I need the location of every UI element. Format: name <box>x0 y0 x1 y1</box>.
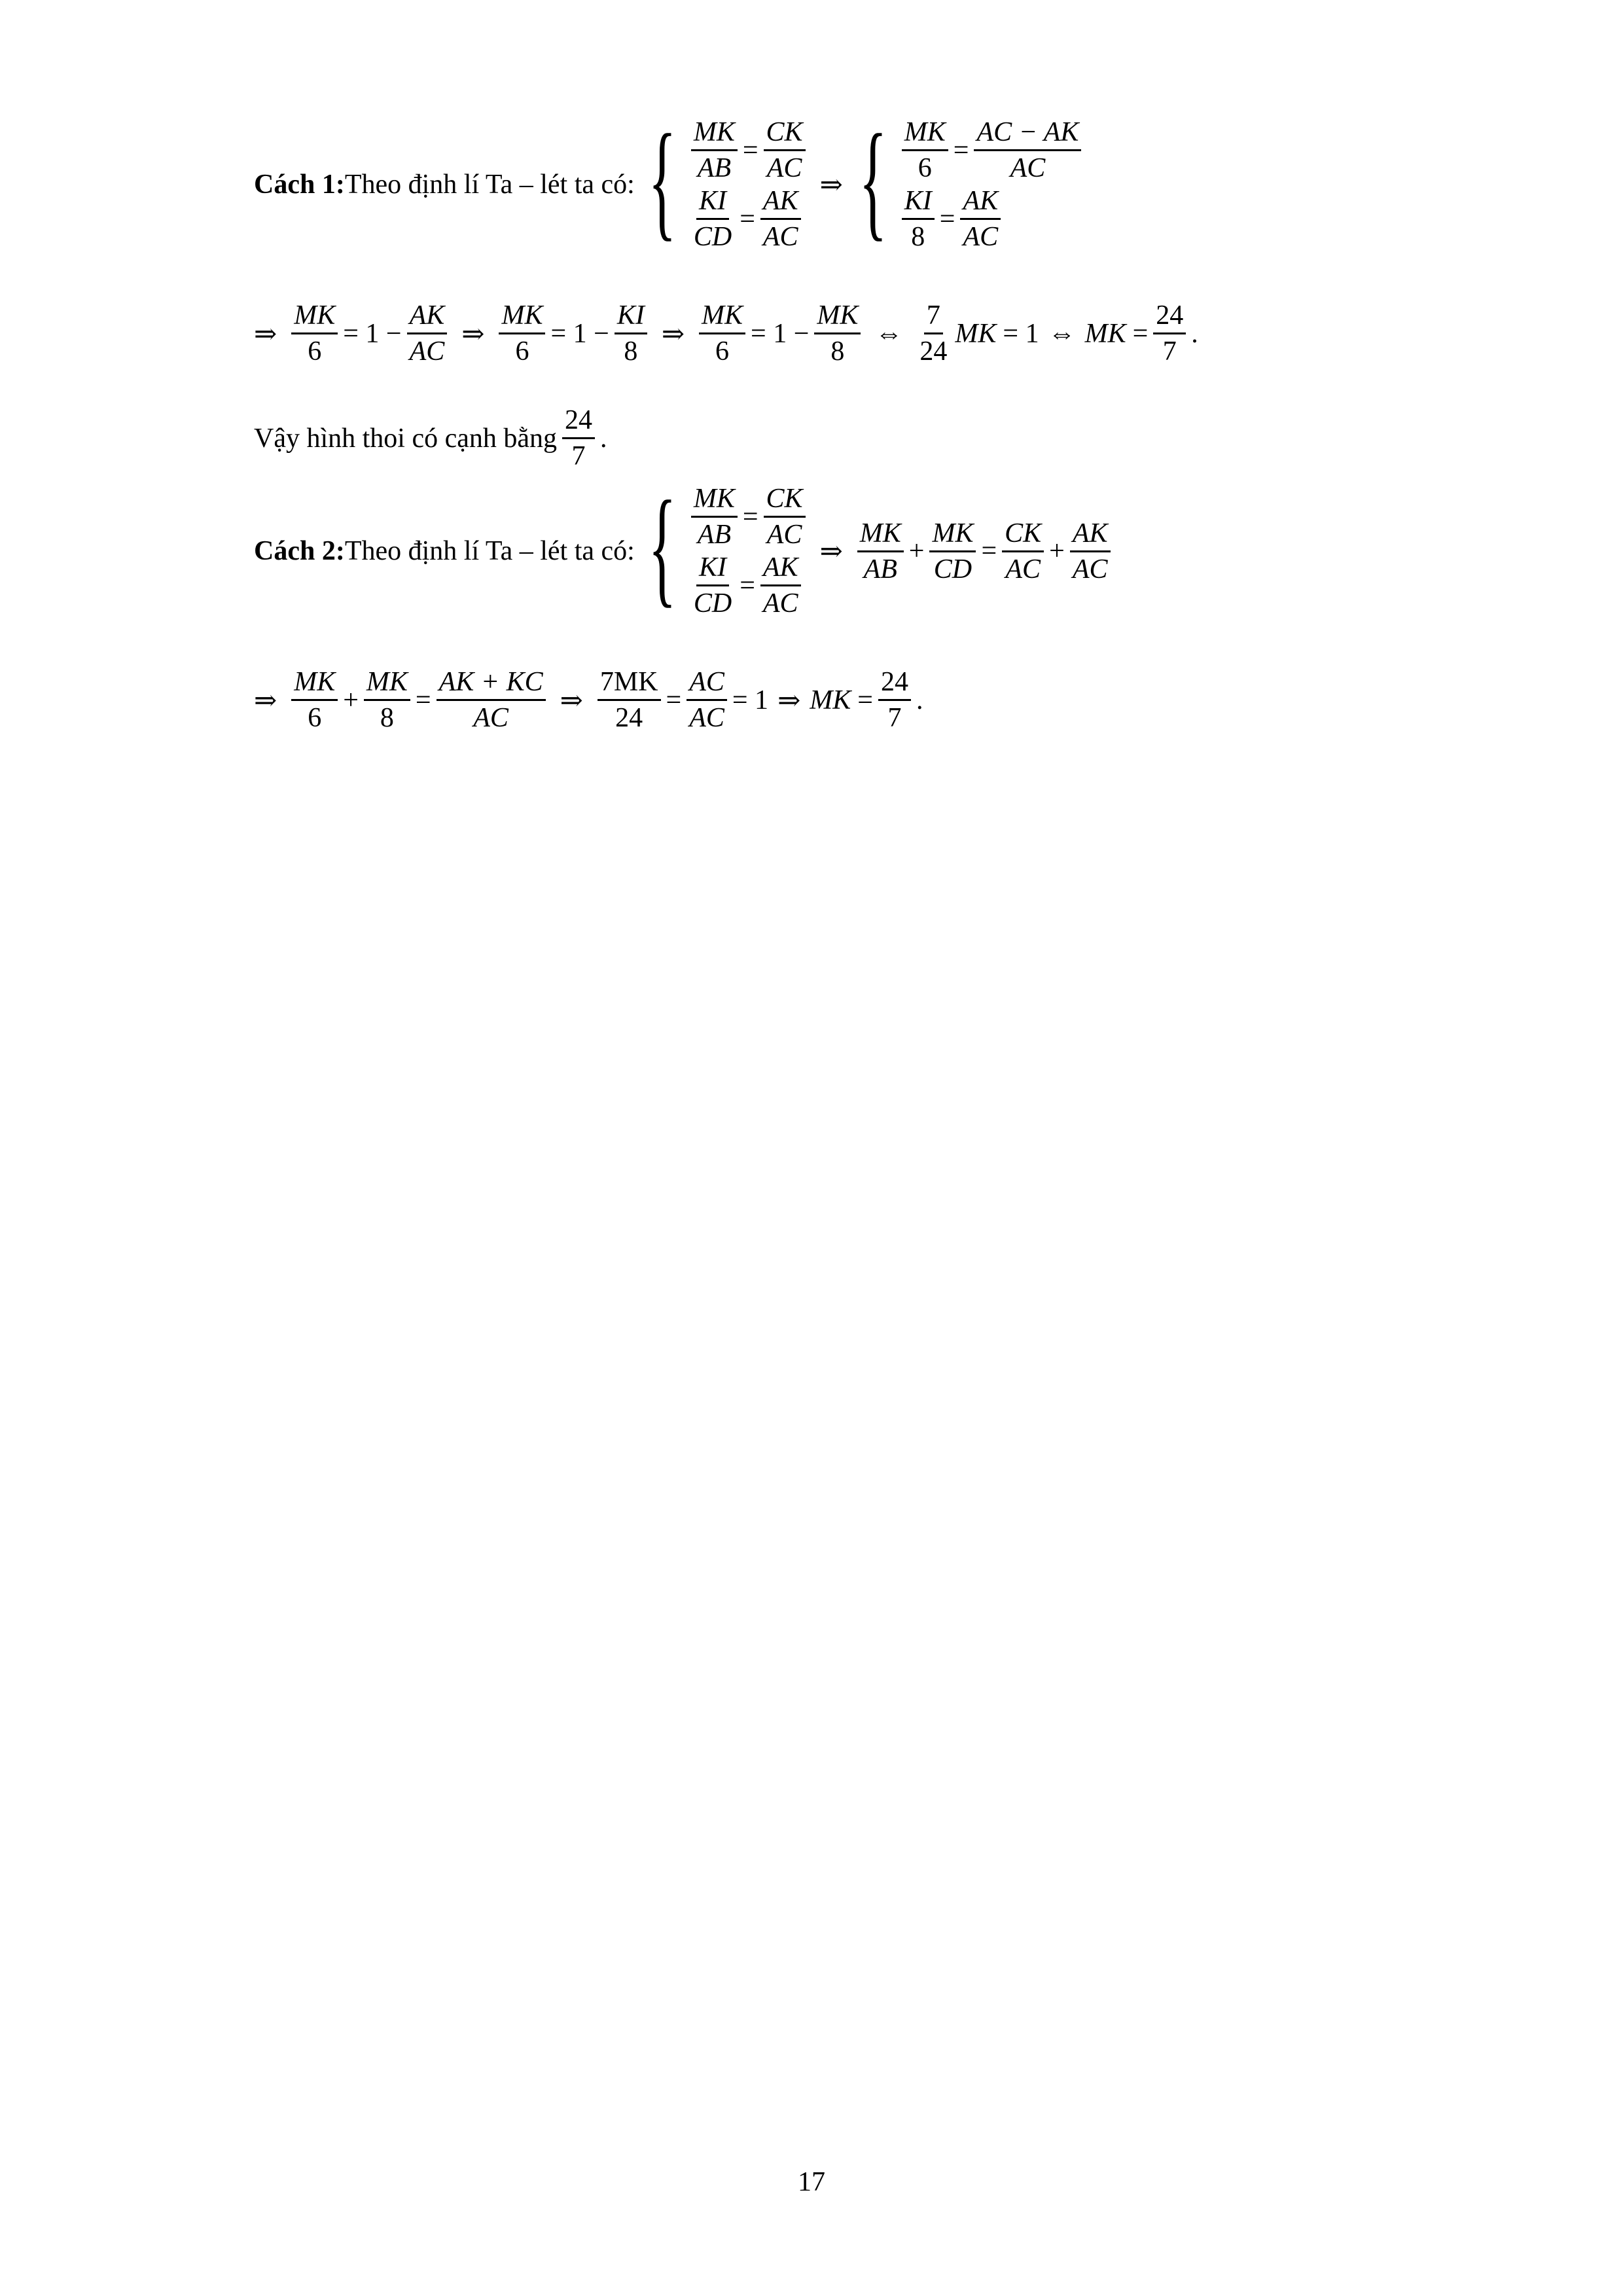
left-brace-icon: { <box>648 475 677 620</box>
left-brace-icon: { <box>648 108 677 253</box>
frac-ck-ac: $\frac{CK}{AC}$ <box>764 118 806 183</box>
left-brace-icon: { <box>859 108 887 253</box>
eq-ki-8: $\frac{KI}{8}$ = $\frac{AK}{AC}$ <box>897 187 1087 251</box>
conclusion-line: Vậy hình thoi có cạnh bằng $\frac{24}{7}$ . <box>254 405 607 472</box>
derivation-1: ⇒ $\frac{MK}{6}$ = 1 − $\frac{AK}{AC}$ ⇒ $\frac{MK}{6}$ = 1 − $\frac{KI}{8}$ ⇒ $\frac{MK}{6}$ = 1 − $\frac{MK}{8}$ ⇔ $\frac{7}{24}$ MK = 1 ⇔ MK = $\frac{24}{7}$ . <box>254 300 1198 367</box>
cach2-label: Cách 2: <box>254 536 345 567</box>
cach1-label: Cách 1: <box>254 170 345 200</box>
frac-ki-cd: $\frac{KI}{CD}$ <box>693 186 732 253</box>
side-length: $\frac{24}{7}$ <box>562 406 595 471</box>
cach2-line: Cách 2: Theo định lí Ta – lét ta có: { $\frac{MK}{AB}$ = $\frac{CK}{AC}$ $\frac{KI}{CD}$ = $\frac{AK}{AC}$ ⇒ $\frac{MK}{AB}$ + $\frac{MK}{CD}$ = $\frac{CK}{AC}$ + $\frac{AK}{AC}$ <box>254 484 1116 618</box>
cach1-intro: Theo định lí Ta – lét ta có: <box>344 170 635 200</box>
cach2-intro: Theo định lí Ta – lét ta có: <box>344 536 635 567</box>
implies-symbol: ⇒ <box>819 170 843 201</box>
system-2 <box>897 118 1087 251</box>
frac-ak-ac: $\frac{AK}{AC}$ <box>760 187 801 251</box>
frac-mk-ab: $\frac{MK}{AB}$ <box>691 118 738 183</box>
conclusion-text: Vậy hình thoi có cạnh bằng <box>254 423 558 454</box>
system-1 <box>686 118 811 251</box>
system-3: $\frac{MK}{AB}$ = $\frac{CK}{AC}$ $\frac{KI}{CD}$ = $\frac{AK}{AC}$ <box>686 484 811 618</box>
eq-ki-cd: $\frac{KI}{CD}$ = $\frac{AK}{AC}$ <box>686 187 811 251</box>
cach1-line <box>254 108 1086 253</box>
eq-mk-6: $\frac{MK}{6}$ = $\frac{AC - AK}{AC}$ <box>897 118 1087 183</box>
derivation-2: ⇒ $\frac{MK}{6}$ + $\frac{MK}{8}$ = $\frac{AK + KC}{AC}$ ⇒ $\frac{7MK}{24}$ = $\frac{AC}{AC}$ = 1 ⇒ MK = $\frac{24}{7}$ . <box>254 667 923 734</box>
eq-mk-ab: $\frac{MK}{AB}$ = $\frac{CK}{AC}$ <box>686 118 811 183</box>
page-number: 17 <box>798 2167 825 2197</box>
